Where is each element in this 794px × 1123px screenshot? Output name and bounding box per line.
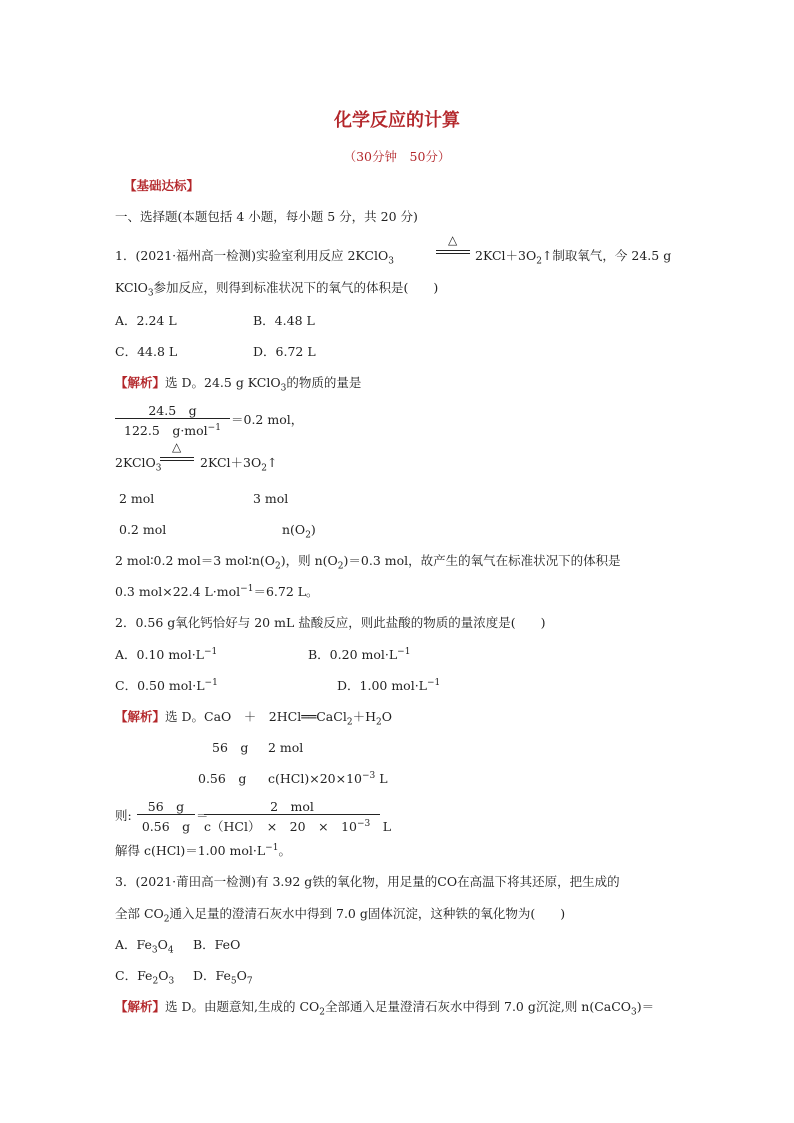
q2-frac1-den: 0.56 g	[141, 819, 191, 834]
q2-option-d: D．1.00 $mol\cdot L^{-1}$	[337, 677, 441, 693]
q1-stem-line1: 1．(2021·福州高一检测)实验室利用反应 2KClO$_3$	[115, 248, 394, 267]
page-title: 化学反应的计算	[334, 110, 460, 131]
q2-ze-label: 则:	[115, 808, 132, 823]
q1-option-d: D．6.72 L	[253, 344, 316, 359]
q1-row2-b: $n(O_2)$	[282, 522, 316, 541]
heat-icon: △	[172, 440, 182, 454]
q1-row1-b: 3 mol	[253, 491, 289, 506]
q2-stem: 2．0.56 g氧化钙恰好与 20 mL 盐酸反应，则此盐酸的物质的量浓度是( )	[115, 615, 546, 630]
q1-stem-line1b: $2KCl+3O_2↑$制取氧气，今 24.5 g	[475, 248, 672, 267]
section-heading: 【基础达标】	[124, 178, 200, 193]
q3-option-c: C．$Fe_2O_3$	[115, 968, 175, 987]
q2-frac2-den: c（HCl） × 20 × $10^{-3}$ L	[204, 818, 392, 834]
q3-option-a: A．$Fe_3O_4$	[115, 937, 174, 956]
q2-row1-a: 56 g	[212, 740, 249, 755]
q1-calc-line2: 0.3 mol×22.4 L·mol$^{-1}$＝6.72 L。	[115, 583, 319, 599]
q2-frac2-num: 2 mol	[270, 799, 314, 814]
q2-solve: 解得 c(HCl)＝1.00 $mol\cdot L^{-1}$。	[115, 842, 291, 858]
q1-row1-a: 2 mol	[119, 491, 155, 506]
q2-row1-b: 2 mol	[268, 740, 304, 755]
q1-option-c: C．44.8 L	[115, 344, 178, 359]
q1-analysis: 【解析】选 D。24.5 g KClO$_3$的物质的量是	[115, 375, 362, 394]
q3-stem-line1: 3．(2021·莆田高一检测)有 3.92 g铁的氧化物，用足量的CO在高温下将其还原，把生成的	[115, 874, 620, 889]
q2-analysis: 【解析】选 D。CaO ＋ $2HCl══CaCl_2+H_2O$	[115, 709, 392, 728]
q1-equation-left: 2KClO$_3$	[115, 455, 162, 474]
q3-option-b: B．FeO	[193, 937, 241, 952]
q2-row2-a: 0.56 g	[198, 771, 247, 786]
q3-stem-line2: 全部 $CO_2$通入足量的澄清石灰水中得到 7.0 g固体沉淀，这种铁的氧化物为( )	[115, 906, 566, 925]
q2-option-b: B．0.20 $mol\cdot L^{-1}$	[308, 646, 411, 662]
heat-arrow-2	[160, 440, 194, 467]
q1-option-a: A．2.24 L	[115, 313, 177, 328]
heat-arrow-1	[436, 233, 470, 260]
q1-frac-num: 24.5 g	[148, 403, 197, 418]
heat-icon: △	[448, 233, 458, 247]
q2-option-a: A．0.10 $mol\cdot L^{-1}$	[115, 646, 218, 662]
q1-equation-right: $2KCl+3O_2↑$	[200, 455, 278, 474]
q3-option-d: D．$Fe_5O_7$	[193, 968, 253, 987]
page-subtitle: （30分钟 50分）	[343, 149, 451, 164]
q2-frac1-num: 56 g	[147, 799, 185, 814]
q1-frac-den: 122.5 g·mol$^{-1}$	[124, 422, 221, 438]
q1-row2-a: 0.2 mol	[119, 522, 167, 537]
part-heading: 一、选择题(本题包括 4 小题，每小题 5 分，共 20 分)	[115, 209, 418, 224]
q3-analysis: 【解析】选 D。由题意知,生成的 $CO_2$全部通入足量澄清石灰水中得到 7.0 g沉淀,则 n(CaCO$_3$)＝	[115, 999, 655, 1018]
q2-equals: ＝	[196, 808, 209, 823]
q1-frac-result: ＝0.2 mol，	[231, 412, 304, 427]
q1-stem-line2: KClO$_3$参加反应，则得到标准状况下的氧气的体积是( )	[115, 280, 439, 299]
q1-calc-line1: 2 mol∶0.2 mol＝3 $mol∶n(O_2)$，则 $n(O_2)=0.3$ mol，故产生的氧气在标准状况下的体积是	[115, 553, 621, 572]
q2-option-c: C．0.50 $mol\cdot L^{-1}$	[115, 677, 218, 693]
q2-row2-b: $c(HCl)\times 20\times 10^{-3}$ L	[268, 770, 388, 786]
q1-option-b: B．4.48 L	[253, 313, 315, 328]
